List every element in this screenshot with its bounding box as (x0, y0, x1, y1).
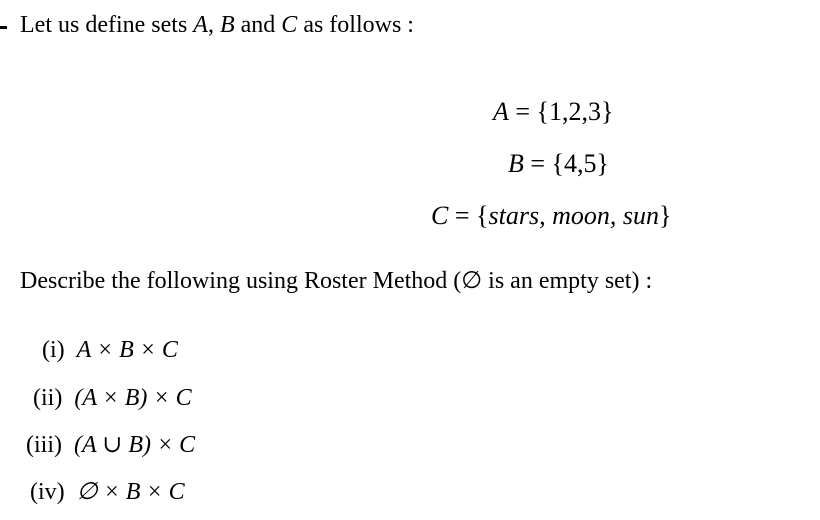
intro-separator-2: and (234, 12, 282, 38)
set-c-label: C (281, 12, 298, 38)
set-a-symbol: A (493, 97, 509, 126)
question-marker (0, 26, 7, 29)
list-item (33, 382, 192, 414)
list-item (26, 429, 195, 461)
instruction-text: Describe the following using Roster Method (∅ is an empty set) : (20, 268, 653, 294)
item-expression: A × B × C (76, 337, 178, 363)
item-expression: ∅ × B × C (76, 479, 185, 505)
set-c-close: } (658, 201, 672, 230)
item-number: (ii) (33, 385, 63, 411)
set-b-label: B (219, 12, 235, 38)
item-number: (iii) (26, 432, 62, 458)
question-intro (20, 9, 414, 41)
set-b-symbol: B (508, 149, 524, 178)
list-item (30, 476, 185, 508)
set-c-open: = { (448, 201, 489, 230)
item-expression: (A × B) × C (74, 385, 192, 411)
intro-suffix: as follows : (297, 12, 414, 38)
set-a-elements: = {1,2,3} (508, 97, 614, 126)
item-number: (i) (42, 337, 65, 363)
set-a-label: A (193, 12, 208, 38)
set-b-definition (508, 147, 609, 181)
set-b-elements: = {4,5} (523, 149, 610, 178)
list-item (42, 334, 178, 366)
item-number: (iv) (30, 479, 65, 505)
set-a-definition (493, 95, 614, 129)
set-c-elements: stars, moon, sun (488, 201, 659, 230)
set-c-definition (431, 199, 671, 233)
set-c-symbol: C (431, 201, 449, 230)
intro-separator-1: , (207, 12, 220, 38)
intro-prefix: Let us define sets (20, 12, 194, 38)
item-expression: (A ∪ B) × C (74, 432, 196, 458)
